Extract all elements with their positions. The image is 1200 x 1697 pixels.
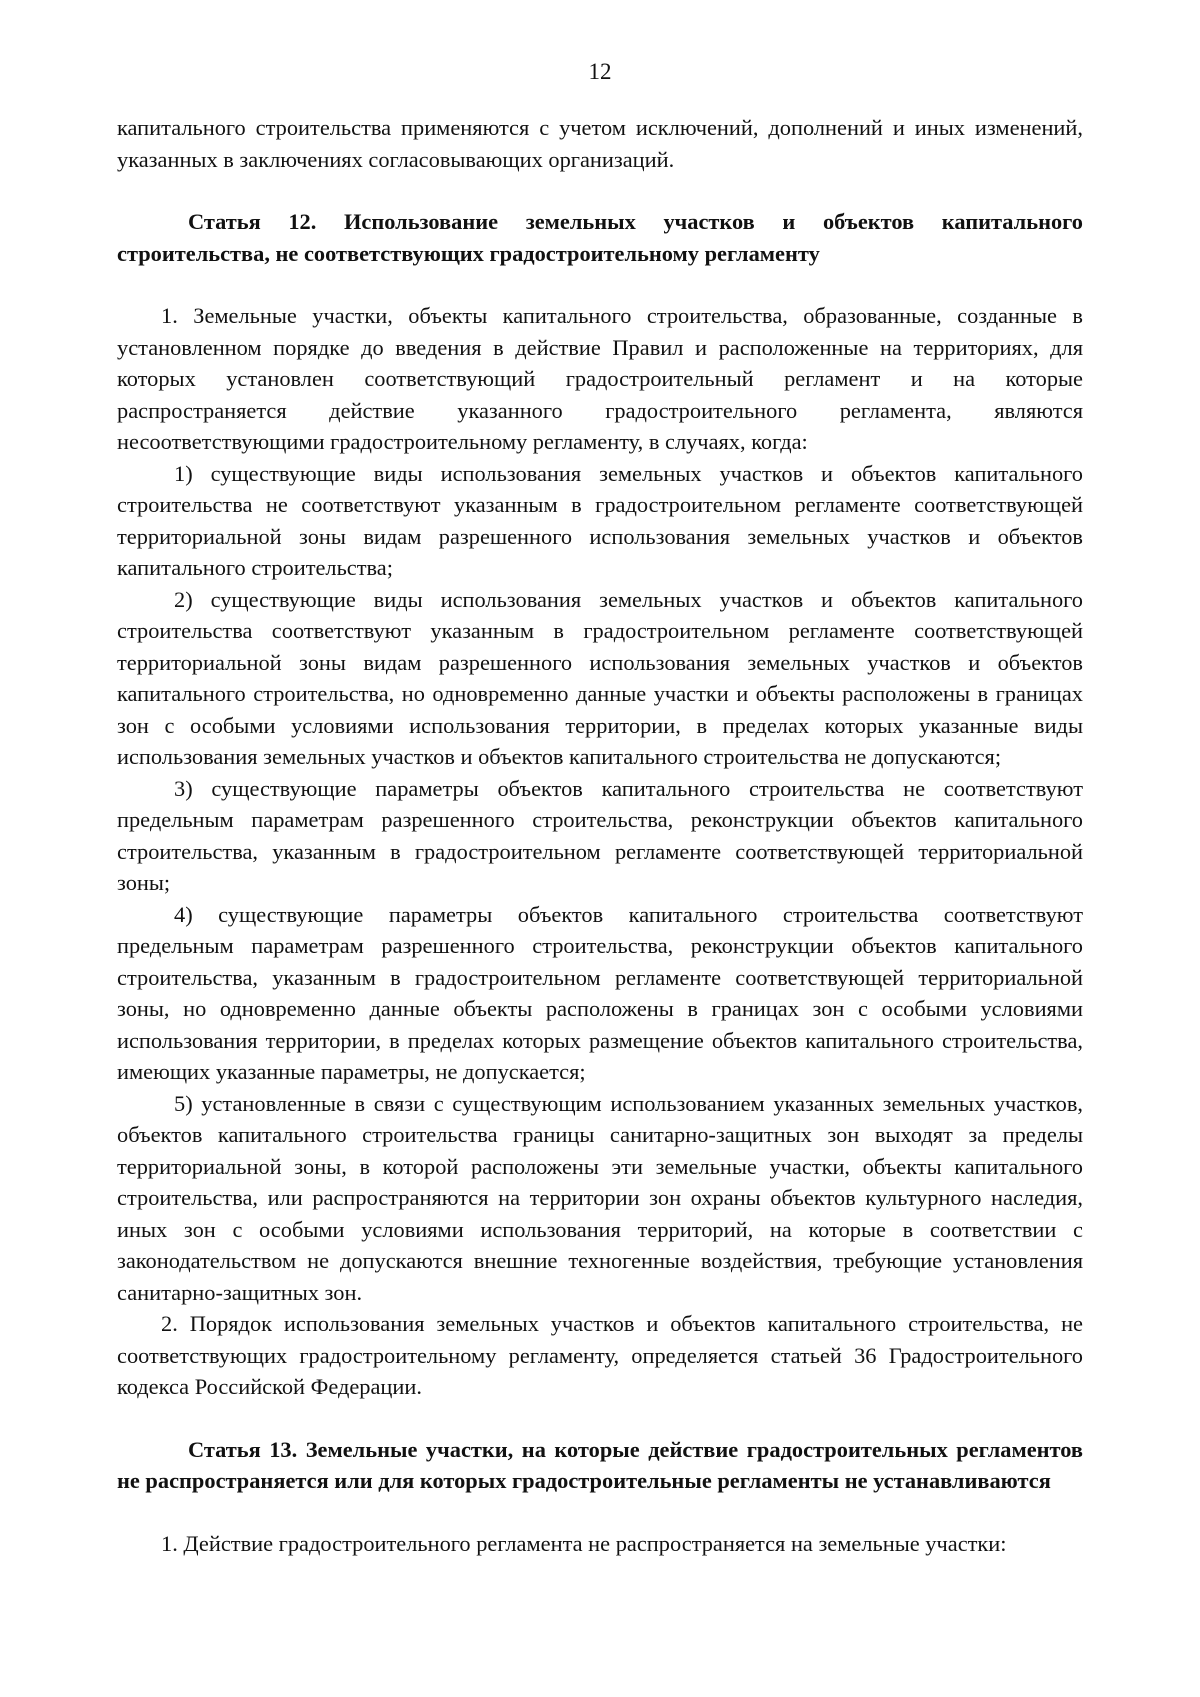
article-12-heading: Статья 12. Использование земельных участков и объектов капитального строительства, не соответствующих градостроительному регламенту [117,209,1083,266]
continuation-paragraph: капитального строительства применяются с учетом исключений, дополнений и иных изменений, указанных в заключениях согласовывающих организаций. [117,115,1083,172]
article-12-paragraph-1: 1. Земельные участки, объекты капитального строительства, образованные, созданные в установленном порядке до введения в действие Правил и расположенные на территориях, для которых установлен соответствующий градостроительный регламент и на которые распространяется действие указанного градостроительного регламента, являются несоответствующими градостроительному регламенту, в случаях, когда: [117,303,1083,454]
article-12-paragraph-2: 2. Порядок использования земельных участков и объектов капитального строительства, не соответствующих градостроительному регламенту, определяется статьей 36 Градостроительного кодекса Российской Федерации. [117,1311,1083,1399]
page-number: 12 [588,59,612,84]
article-12-item-4: 4) существующие параметры объектов капитального строительства соответствуют предельным параметрам разрешенного строительства, реконструкции объектов капитального строительства, указанным в градостроительном регламенте соответствующей территориальной зоны, но одновременно данные объекты расположены в границах зон с особыми условиями использования территории, в пределах которых размещение объектов капитального строительства, имеющих указанные параметры, не допускается; [117,901,1083,1084]
article-13-heading: Статья 13. Земельные участки, на которые действие градостроительных регламентов не распространяется или для которых градостроительные регламенты не устанавливаются [117,1436,1083,1493]
article-12-item-5: 5) установленные в связи с существующим использованием указанных земельных участков, объектов капитального строительства границы санитарно-защитных зон выходят за пределы территориальной зоны, в которой расположены эти земельные участки, объекты капитального строительства, или распространяются на территории зон охраны объектов культурного наследия, иных зон с особыми условиями использования территорий, на которые в соответствии с законодательством не допускаются внешние техногенные воздействия, требующие установления санитарно-защитных зон. [117,1090,1083,1305]
article-12-item-3: 3) существующие параметры объектов капитального строительства не соответствуют предельным параметрам разрешенного строительства, реконструкции объектов капитального строительства, указанным в градостроительном регламенте соответствующей территориальной зоны; [117,775,1083,895]
article-12-item-1: 1) существующие виды использования земельных участков и объектов капитального строительства не соответствуют указанным в градостроительном регламенте соответствующей территориальной зоны видам разрешенного использования земельных участков и объектов капитального строительства; [117,460,1083,580]
document-body [117,112,1083,1559]
article-13-paragraph-1: 1. Действие градостроительного регламента не распространяется на земельные участки: [161,1530,1007,1556]
article-12-item-2: 2) существующие виды использования земельных участков и объектов капитального строительства соответствуют указанным в градостроительном регламенте соответствующей территориальной зоны видам разрешенного использования земельных участков и объектов капитального строительства, но одновременно данные участки и объекты расположены в границах зон с особыми условиями использования территории, в пределах которых указанные виды использования земельных участков и объектов капитального строительства не допускаются; [117,586,1083,769]
